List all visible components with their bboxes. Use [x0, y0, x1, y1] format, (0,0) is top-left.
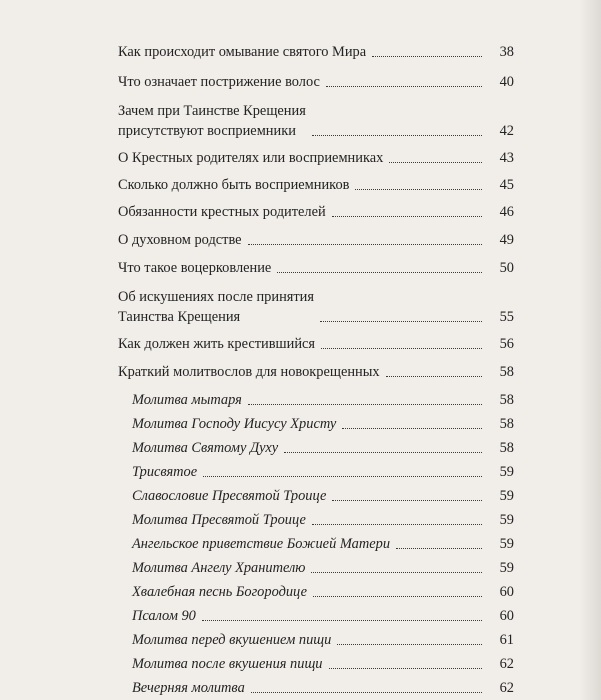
- toc-entry-title-wrap: [118, 148, 488, 168]
- toc-page-number: 56: [499, 336, 514, 352]
- toc-entry-title: Молитва Святому Духу: [132, 440, 279, 456]
- toc-entry-title-wrap: [132, 414, 488, 434]
- toc-subentry[interactable]: [118, 510, 514, 530]
- toc-entry-title: Трисвятое: [132, 464, 198, 480]
- dot-leader: [202, 620, 482, 621]
- toc-page-number: 55: [499, 309, 514, 325]
- dot-leader: [248, 404, 482, 405]
- toc-entry-title: Молитва после вкушения пищи: [132, 656, 323, 672]
- toc-page-number: 58: [499, 392, 514, 408]
- toc-subentry[interactable]: [118, 582, 514, 602]
- toc-page-number: 50: [499, 260, 514, 276]
- toc-entry-title: Молитва Пресвятой Троице: [132, 512, 306, 528]
- dot-leader: [312, 135, 482, 136]
- toc-entry-title-wrap: [118, 230, 488, 250]
- toc-entry-title-wrap: [132, 582, 488, 602]
- toc-entry-title-wrap: [132, 654, 488, 674]
- toc-subentry[interactable]: [118, 534, 514, 554]
- toc-entry-title: Об искушениях после принятия Таинства Крещения: [118, 289, 315, 325]
- toc-entry-title: Как должен жить крестившийся: [118, 336, 316, 352]
- dot-leader: [332, 216, 482, 217]
- dot-leader: [337, 644, 482, 645]
- toc-page-number: 40: [499, 74, 514, 90]
- toc-entry-title-wrap: [132, 462, 488, 482]
- dot-leader: [326, 86, 482, 87]
- toc-entry-title: Ангельское приветствие Божией Матери: [132, 536, 391, 552]
- toc-entry-title-wrap: [132, 438, 488, 458]
- toc-entry-title-wrap: [132, 678, 488, 698]
- toc-entry[interactable]: [118, 72, 514, 92]
- toc-page-number: 43: [499, 150, 514, 166]
- toc-entry[interactable]: [118, 101, 514, 141]
- dot-leader: [284, 452, 482, 453]
- dot-leader: [248, 244, 482, 245]
- toc-page-number: 59: [499, 512, 514, 528]
- toc-entry-title: Славословие Пресвятой Троице: [132, 488, 327, 504]
- dot-leader: [321, 348, 482, 349]
- toc-entry-title-wrap: [118, 42, 488, 62]
- toc-subentry[interactable]: [118, 390, 514, 410]
- toc-entry-title: О духовном родстве: [118, 232, 242, 248]
- toc-entry[interactable]: [118, 202, 514, 222]
- dot-leader: [203, 476, 482, 477]
- toc-entry-title-wrap: [118, 334, 488, 354]
- toc-entry-title-wrap: [132, 630, 488, 650]
- toc-subentry[interactable]: [118, 462, 514, 482]
- toc-entry[interactable]: [118, 362, 514, 382]
- page-fold-shadow: [579, 0, 601, 700]
- toc-page-number: 61: [499, 632, 514, 648]
- toc-page-number: 58: [499, 416, 514, 432]
- table-of-contents: [118, 36, 514, 698]
- toc-entry-title: Зачем при Таинстве Крещения присутствуют восприемники: [118, 103, 306, 139]
- toc-entry-title: Как происходит омывание святого Мира: [118, 44, 367, 60]
- toc-entry-title-wrap: [132, 510, 488, 530]
- toc-entry-title-wrap: [118, 101, 488, 141]
- dot-leader: [311, 572, 482, 573]
- toc-entry-title: Молитва мытаря: [132, 392, 242, 408]
- toc-entry-title-wrap: [132, 390, 488, 410]
- toc-page-number: 62: [499, 656, 514, 672]
- toc-entry-title-wrap: [132, 606, 488, 626]
- toc-page-number: 59: [499, 488, 514, 504]
- dot-leader: [329, 668, 482, 669]
- toc-entry[interactable]: [118, 334, 514, 354]
- toc-entry-title: Молитва Господу Иисусу Христу: [132, 416, 337, 432]
- toc-entry-title: Хвалебная песнь Богородице: [132, 584, 307, 600]
- toc-entry-title-wrap: [132, 534, 488, 554]
- toc-page-number: 59: [499, 464, 514, 480]
- dot-leader: [277, 272, 482, 273]
- dot-leader: [332, 500, 482, 501]
- toc-page-number: 46: [499, 204, 514, 220]
- toc-entry[interactable]: [118, 230, 514, 250]
- toc-entry-title: О Крестных родителях или восприемниках: [118, 150, 384, 166]
- toc-entry[interactable]: [118, 42, 514, 62]
- toc-entry-title: Что такое воцерковление: [118, 260, 272, 276]
- toc-entry-title: Краткий молитвослов для новокрещенных: [118, 364, 380, 380]
- dot-leader: [396, 548, 482, 549]
- toc-page-number: 49: [499, 232, 514, 248]
- dot-leader: [320, 321, 482, 322]
- toc-entry-title-wrap: [118, 72, 488, 92]
- toc-subentry[interactable]: [118, 630, 514, 650]
- toc-entry-title: Псалом 90: [132, 608, 196, 624]
- dot-leader: [313, 596, 482, 597]
- toc-page-number: 60: [499, 608, 514, 624]
- toc-entry-title: Обязанности крестных родителей: [118, 204, 326, 220]
- toc-subentry[interactable]: [118, 678, 514, 698]
- toc-entry[interactable]: [118, 258, 514, 278]
- toc-page-number: 58: [499, 440, 514, 456]
- toc-subentry[interactable]: [118, 438, 514, 458]
- dot-leader: [342, 428, 482, 429]
- toc-page-number: 62: [499, 680, 514, 696]
- toc-entry-title: Что означает пострижение волос: [118, 74, 320, 90]
- toc-subentry[interactable]: [118, 558, 514, 578]
- toc-entry-title-wrap: [132, 558, 488, 578]
- toc-entry[interactable]: [118, 175, 514, 195]
- toc-page-number: 59: [499, 536, 514, 552]
- dot-leader: [251, 692, 482, 693]
- toc-entry[interactable]: [118, 148, 514, 168]
- toc-subentry[interactable]: [118, 654, 514, 674]
- toc-entry-title-wrap: [118, 287, 488, 327]
- toc-entry-title-wrap: [118, 362, 488, 382]
- dot-leader: [355, 189, 482, 190]
- toc-subentry[interactable]: [118, 414, 514, 434]
- toc-entry-title: Сколько должно быть восприемников: [118, 177, 350, 193]
- toc-entry-title-wrap: [118, 175, 488, 195]
- toc-entry-title-wrap: [118, 202, 488, 222]
- dot-leader: [389, 162, 482, 163]
- dot-leader: [372, 56, 482, 57]
- toc-page-number: 38: [499, 44, 514, 60]
- toc-page-number: 45: [499, 177, 514, 193]
- toc-subentry[interactable]: [118, 486, 514, 506]
- toc-entry-title-wrap: [132, 486, 488, 506]
- toc-page-number: 59: [499, 560, 514, 576]
- toc-page-number: 58: [499, 364, 514, 380]
- toc-entry[interactable]: [118, 287, 514, 327]
- toc-subentry[interactable]: [118, 606, 514, 626]
- toc-entry-title: Молитва Ангелу Хранителю: [132, 560, 306, 576]
- toc-page-number: 60: [499, 584, 514, 600]
- toc-entry-title-wrap: [118, 258, 488, 278]
- toc-entry-title: Молитва перед вкушением пищи: [132, 632, 332, 648]
- toc-entry-title: Вечерняя молитва: [132, 680, 245, 696]
- dot-leader: [386, 376, 482, 377]
- toc-page-number: 42: [499, 123, 514, 139]
- dot-leader: [312, 524, 482, 525]
